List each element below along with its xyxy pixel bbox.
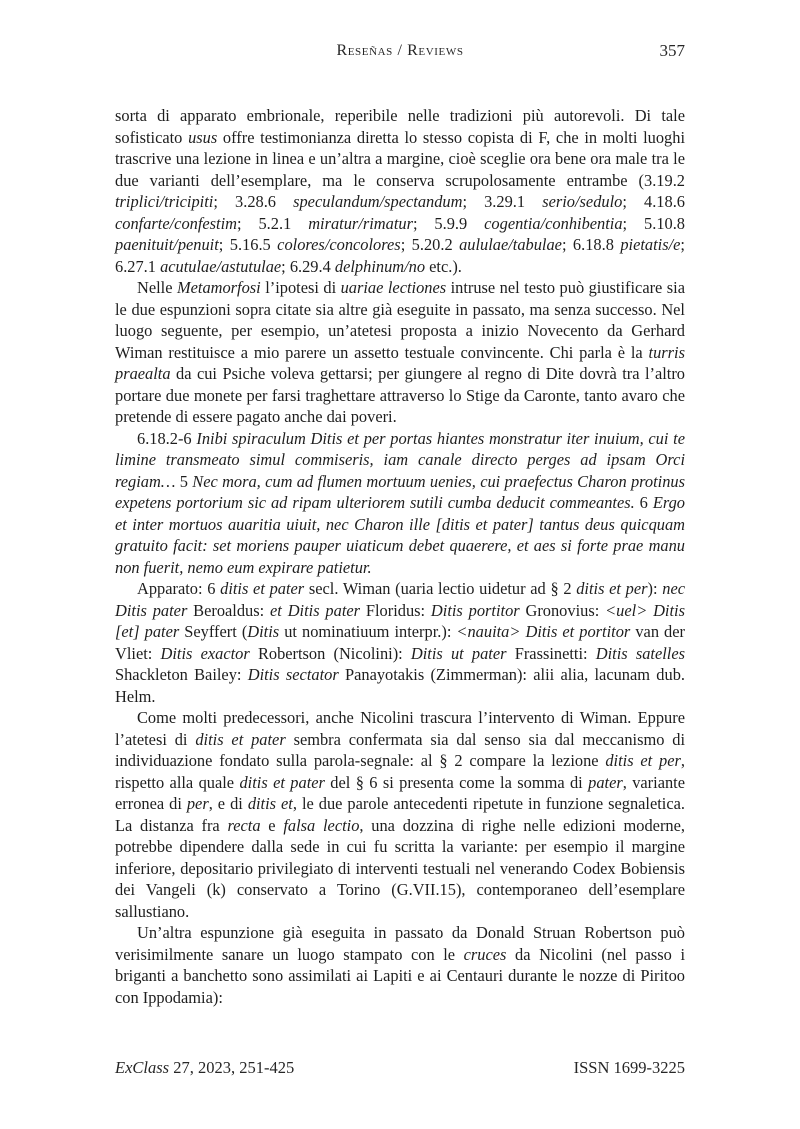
italic-text-run: ditis et xyxy=(247,794,293,813)
text-run: ; 6.29.4 xyxy=(281,256,335,276)
text-run: Gronovius: xyxy=(519,600,606,620)
italic-text-run: ditis et pater xyxy=(220,579,305,598)
italic-text-run: aululae/tabulae xyxy=(459,235,562,254)
text-run: etc.). xyxy=(425,256,462,276)
text-run: 6 xyxy=(639,493,653,512)
italic-text-run: uariae lectiones xyxy=(340,278,447,297)
journal-issue: 27, 2023, 251-425 xyxy=(169,1058,295,1077)
paragraph xyxy=(115,428,685,579)
text-run: 5 xyxy=(179,471,193,491)
italic-text-run: per xyxy=(659,751,681,770)
paragraph xyxy=(115,105,685,277)
text-run: Panayotakis (Zimmerman): alii alia, lacunam dub. Helm. xyxy=(115,665,685,706)
text-run: da Nicolini (nel passo i briganti a banchetto sono assimilati ai Lapiti e ai Centauri durante le nozze di Piritoo con Ippodamia): xyxy=(115,944,685,1007)
text-run: intruse nel testo può giustificare sia le due espunzioni sopra citate sia altre già eseguite in passato, ma senza successo. Nel luogo seguente, per esempio, un’atetesi proposta a inizio Novecento da Gerhard Wiman restituisce a mio parere un assetto testuale convincente. Chi parla è la xyxy=(115,278,686,362)
paragraph xyxy=(115,707,685,922)
italic-text-run: turris praealta xyxy=(115,342,685,383)
italic-text-run: ditis et pater xyxy=(239,772,325,792)
italic-text-run: delphinum/no xyxy=(334,256,426,276)
italic-text-run: Ditis portitor xyxy=(430,600,520,620)
italic-text-run: serio/sedulo xyxy=(542,192,623,211)
text-run: Shackleton Bailey: xyxy=(115,665,248,684)
italic-text-run: <uel> Ditis [et] pater xyxy=(115,600,685,641)
text-run: Apparato: 6 xyxy=(137,579,221,598)
text-run: da cui Psiche voleva gettarsi; per giungere al regno di Dite dovrà tra l’altro portare due monete per farsi traghettare attraverso lo Stige da Caronte, tanto avaro che pretende di essere pagato anche dai poveri. xyxy=(115,364,685,426)
text-run: Come molti predecessori, anche Nicolini trascura l’intervento di Wiman. Eppure l’atetesi di xyxy=(115,708,685,749)
text-run: l’ipotesi di xyxy=(260,278,341,297)
italic-text-run: falsa lectio xyxy=(283,815,360,835)
italic-text-run: triplici/tricipiti xyxy=(115,192,214,211)
text-run: ; 3.29.1 xyxy=(462,192,543,211)
text-run: Nelle xyxy=(137,278,177,297)
italic-text-run: speculandum/spectandum xyxy=(293,192,463,211)
text-run: del § 6 si presenta come la somma di xyxy=(324,772,589,792)
italic-text-run: cogentia/conhibentia xyxy=(484,213,623,233)
text-run: offre testimonianza diretta lo stesso copista di F, che in molti luoghi trascrive una lezione in linea e un’altra a margine, cioè sceglie ora bene ora male tra le due varianti dell’esemplare, ma le conserva scrupolosamente entrambe (3.19.2 xyxy=(115,127,685,190)
italic-text-run: miratur/rimatur xyxy=(308,213,413,233)
italic-text-run: <nauita> Ditis et portitor xyxy=(456,622,631,641)
text-run xyxy=(652,751,659,770)
italic-text-run: Nec mora, cum ad flumen mortuum uenies, cui praefectus Charon protinus expetens portorium sic ad ripam ulteriorem sutili cumba deducit commeantes. xyxy=(115,471,685,512)
body-text xyxy=(115,105,685,1008)
journal-citation xyxy=(115,1058,294,1078)
text-run: Beroaldus: xyxy=(187,600,271,620)
text-run: sembra confermata sia dal senso sia dal meccanismo di individuazione fondato sulla parola-segnale: al § 2 compare la lezione xyxy=(115,729,685,770)
text-run: Frassinetti: xyxy=(506,643,596,663)
paragraph xyxy=(115,277,685,428)
running-title: Reseñas / Reviews xyxy=(336,42,464,59)
italic-text-run: per xyxy=(186,794,209,813)
text-run: sorta di apparato embrionale, reperibile nelle tradizioni più autorevoli. Di tale sofisticato xyxy=(115,106,685,147)
italic-text-run: pater xyxy=(588,772,623,792)
italic-text-run: acutulae/astutulae xyxy=(160,256,282,276)
italic-text-run: nec Ditis pater xyxy=(115,579,685,620)
italic-text-run: ditis et xyxy=(605,751,653,770)
text-run: Seyffert ( xyxy=(179,622,248,641)
page-header xyxy=(115,42,685,64)
paragraph xyxy=(115,922,685,1008)
text-run: van der Vliet: xyxy=(115,622,685,663)
text-run: , le due parole antecedenti ripetute in funzione segnaletica. La distanza fra xyxy=(115,794,685,835)
italic-text-run: Ergo et inter mortuos auaritia uiuit, nec Charon ille [ditis et pater] tantus deus quicquam gratuito facit: set moriens pauper uiaticum debet quaerere, et aes si forte prae manu non fuerit, nemo eum expirare patietur. xyxy=(115,493,685,577)
text-run: ; 4.18.6 xyxy=(622,192,685,211)
text-run: ; 6.27.1 xyxy=(115,235,685,276)
text-run: ; 6.18.8 xyxy=(561,235,621,254)
text-run: ; 5.16.5 xyxy=(218,235,278,254)
italic-text-run: Ditis satelles xyxy=(595,643,685,663)
italic-text-run: Metamorfosi xyxy=(176,278,261,297)
text-run: ; 5.2.1 xyxy=(237,213,309,233)
italic-text-run: Ditis ut pater xyxy=(410,643,507,663)
text-run: ): xyxy=(647,579,663,598)
italic-text-run: ditis et pater xyxy=(195,729,286,749)
text-run: , variante erronea di xyxy=(115,772,685,813)
text-run: Un’altra espunzione già eseguita in passato da Donald Struan Robertson può verisimilmente sanare un luogo stampato con le xyxy=(115,923,685,964)
italic-text-run: recta xyxy=(227,815,261,835)
text-run: ; 5.20.2 xyxy=(400,235,460,254)
page-number: 357 xyxy=(659,41,685,60)
italic-text-run: usus xyxy=(188,127,218,147)
text-run: ; 5.10.8 xyxy=(622,213,686,233)
text-run: e xyxy=(260,815,284,835)
text-run: secl. Wiman (uaria lectio uidetur ad § 2 xyxy=(304,579,577,598)
text-run: Robertson (Nicolini): xyxy=(249,643,411,663)
italic-text-run: Ditis exactor xyxy=(160,643,250,663)
italic-text-run: paenituit/penuit xyxy=(115,235,219,254)
italic-text-run: Inibi spiraculum Ditis et per portas hiantes monstratur iter inuium, cui te limine transmeato simul commiseris, iam canale directo perges ad ipsam Orci regiam… xyxy=(115,428,685,491)
text-run: , e di xyxy=(208,794,248,813)
text-run: ; 5.9.9 xyxy=(412,213,485,233)
italic-text-run: colores/concolores xyxy=(277,235,401,254)
text-run: , una dozzina di righe nelle edizioni moderne, potrebbe dipendere dalla sede in cui fu scritta la variante: per esempio il margine inferiore, depositario privilegiato di interventi testuali nel venerando Codex Bobiensis dei Vangeli (k) conservato a Torino (G.VII.15), contemporaneo dell’esemplare sallustiano. xyxy=(115,815,685,921)
text-run: ut nominatiuum interpr.): xyxy=(279,622,457,641)
text-run: 6.18.2-6 xyxy=(137,428,197,448)
italic-text-run: Ditis xyxy=(247,622,280,641)
italic-text-run: ditis et per xyxy=(576,579,648,598)
italic-text-run: pietatis/e xyxy=(620,235,681,254)
italic-text-run: cruces xyxy=(463,944,507,964)
paragraph xyxy=(115,578,685,707)
journal-title: ExClass xyxy=(115,1058,170,1077)
italic-text-run: confarte/confestim xyxy=(115,213,237,233)
italic-text-run: et Ditis pater xyxy=(270,600,361,620)
text-run: ; 3.28.6 xyxy=(213,192,294,211)
text-run: , rispetto alla quale xyxy=(115,751,685,792)
issn: ISSN 1699-3225 xyxy=(573,1058,685,1077)
text-run: Floridus: xyxy=(360,600,431,620)
italic-text-run: Ditis sectator xyxy=(247,665,339,684)
